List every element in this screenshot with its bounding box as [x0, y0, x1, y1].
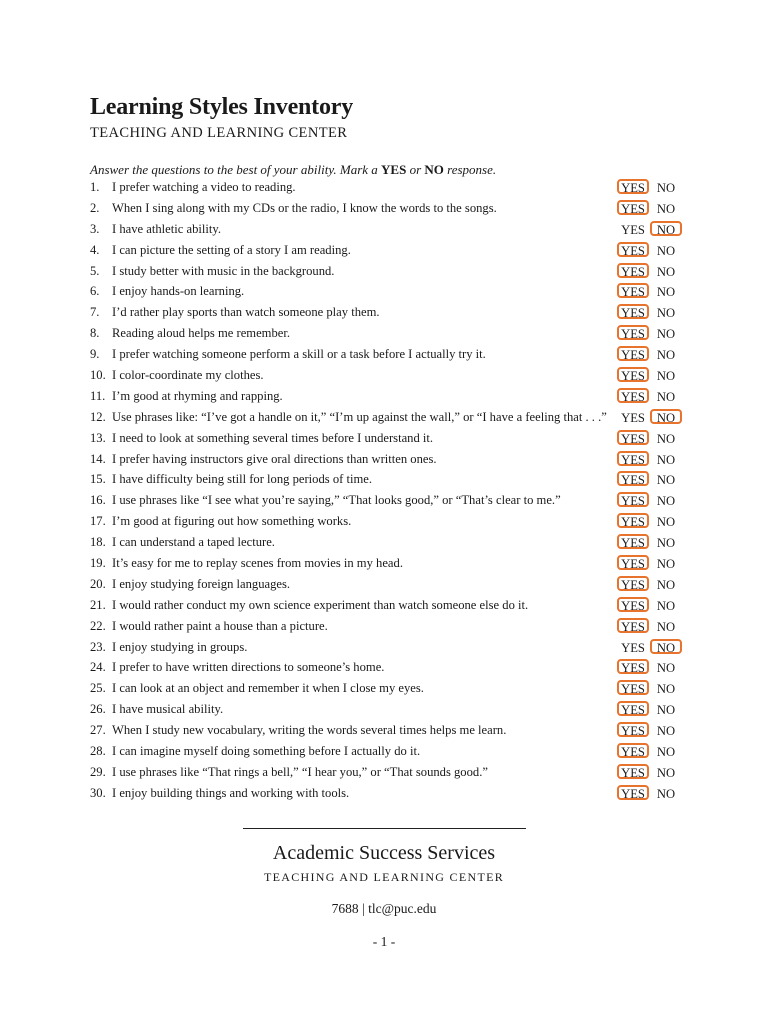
no-option[interactable]: NO — [656, 598, 676, 613]
question-text: I can imagine myself doing something before I actually do it. — [112, 744, 421, 759]
question-number: 23. — [90, 639, 106, 654]
question-number: 8. — [90, 326, 100, 341]
yes-option[interactable]: YES — [617, 597, 649, 612]
question-number: 7. — [90, 305, 100, 320]
question-row — [90, 323, 690, 344]
question-text: I study better with music in the background. — [112, 263, 335, 278]
question-number: 25. — [90, 681, 106, 696]
yes-option[interactable]: YES — [617, 179, 649, 194]
document-subtitle: TEACHING AND LEARNING CENTER — [90, 125, 348, 141]
yes-option[interactable]: YES — [621, 410, 645, 425]
yes-option[interactable]: YES — [617, 743, 649, 758]
yes-option[interactable]: YES — [617, 618, 649, 633]
instructions-part2: or — [406, 162, 425, 177]
no-option[interactable]: NO — [656, 786, 676, 801]
question-row — [90, 198, 690, 219]
question-text: Reading aloud helps me remember. — [112, 326, 291, 341]
question-number: 17. — [90, 514, 106, 529]
no-option[interactable]: NO — [656, 661, 676, 676]
question-number: 18. — [90, 535, 106, 550]
page-number: - 1 - — [372, 934, 396, 949]
question-text: I enjoy studying foreign languages. — [112, 576, 291, 591]
no-option[interactable]: NO — [656, 201, 676, 216]
question-row — [90, 532, 690, 553]
question-text: I’m good at rhyming and rapping. — [112, 388, 283, 403]
yes-option[interactable]: YES — [617, 325, 649, 340]
question-row — [90, 762, 690, 783]
question-row — [90, 469, 690, 490]
question-row — [90, 365, 690, 386]
yes-option[interactable]: YES — [617, 367, 649, 382]
yes-option[interactable]: YES — [617, 576, 649, 591]
question-number: 29. — [90, 764, 106, 779]
no-option[interactable]: NO — [656, 682, 676, 697]
instructions — [90, 162, 496, 178]
yes-option[interactable]: YES — [617, 304, 649, 319]
yes-option[interactable]: YES — [617, 471, 649, 486]
question-row — [90, 386, 690, 407]
question-number: 27. — [90, 723, 106, 738]
question-text: I have musical ability. — [112, 702, 224, 717]
instructions-part3: response. — [443, 162, 497, 177]
no-option[interactable]: NO — [650, 409, 682, 424]
yes-option[interactable]: YES — [617, 263, 649, 278]
question-text: I enjoy building things and working with tools. — [112, 785, 350, 800]
no-option[interactable]: NO — [656, 452, 676, 467]
question-row — [90, 449, 690, 470]
no-option[interactable]: NO — [656, 181, 676, 195]
question-text: I color-coordinate my clothes. — [112, 368, 264, 383]
yes-option[interactable]: YES — [617, 785, 649, 800]
question-number: 12. — [90, 409, 106, 424]
question-text: I can picture the setting of a story I am reading. — [112, 242, 351, 257]
no-option[interactable]: NO — [656, 557, 676, 572]
no-option[interactable]: NO — [656, 431, 676, 446]
question-text: I enjoy hands-on learning. — [112, 284, 245, 299]
question-row — [90, 428, 690, 449]
yes-option[interactable]: YES — [617, 764, 649, 779]
no-option[interactable]: NO — [656, 285, 676, 300]
question-number: 30. — [90, 785, 106, 800]
yes-option[interactable]: YES — [617, 200, 649, 215]
yes-option[interactable]: YES — [617, 555, 649, 570]
no-option[interactable]: NO — [656, 494, 676, 509]
question-number: 13. — [90, 430, 106, 445]
question-number: 5. — [90, 263, 100, 278]
no-option[interactable]: NO — [656, 264, 676, 279]
question-text: I would rather conduct my own science experiment than watch someone else do it. — [112, 597, 529, 612]
question-text: I’d rather play sports than watch someone play them. — [112, 305, 380, 320]
no-option[interactable]: NO — [656, 473, 676, 488]
instructions-part1: Answer the questions to the best of your ability. Mark a — [90, 162, 382, 177]
question-number: 21. — [90, 597, 106, 612]
question-number: 4. — [90, 242, 100, 257]
question-text: It’s easy for me to replay scenes from movies in my head. — [112, 556, 403, 571]
question-row — [90, 219, 690, 240]
question-number: 20. — [90, 576, 106, 591]
question-row — [90, 240, 690, 261]
question-text: Use phrases like: “I’ve got a handle on it,” “I’m up against the wall,” or “I have a feeling that . . .” — [112, 409, 607, 424]
yes-option[interactable]: YES — [617, 701, 649, 716]
question-number: 11. — [90, 388, 106, 403]
question-text: I’m good at figuring out how something works. — [112, 514, 352, 529]
question-number: 6. — [90, 284, 100, 299]
question-number: 19. — [90, 556, 106, 571]
question-row — [90, 490, 690, 511]
no-option[interactable]: NO — [656, 348, 676, 363]
no-option[interactable]: NO — [650, 221, 682, 236]
question-row — [90, 553, 690, 574]
yes-option[interactable]: YES — [617, 388, 649, 403]
no-option[interactable]: NO — [656, 515, 676, 530]
yes-option[interactable]: YES — [617, 492, 649, 507]
yes-option[interactable]: YES — [617, 283, 649, 298]
question-text: I need to look at something several times before I understand it. — [112, 430, 434, 445]
no-option[interactable]: NO — [656, 389, 676, 404]
instructions-no: NO — [424, 162, 444, 177]
footer-organization-name: Academic Success Services — [272, 842, 496, 864]
yes-option[interactable]: YES — [617, 680, 649, 695]
question-text: I can look at an object and remember it when I close my eyes. — [112, 681, 424, 696]
question-list — [90, 177, 690, 804]
no-option[interactable]: NO — [656, 724, 676, 739]
footer-department: TEACHING AND LEARNING CENTER — [263, 870, 505, 884]
question-row — [90, 783, 690, 804]
question-number: 26. — [90, 702, 106, 717]
question-text: I can understand a taped lecture. — [112, 535, 275, 550]
question-text: I prefer watching someone perform a skill or a task before I actually try it. — [112, 347, 486, 362]
yes-option[interactable]: YES — [617, 430, 649, 445]
question-number: 22. — [90, 618, 106, 633]
no-option[interactable]: NO — [656, 536, 676, 551]
question-text: I prefer having instructors give oral directions than written ones. — [112, 451, 437, 466]
question-text: I use phrases like “I see what you’re saying,” “That looks good,” or “That’s clear to me.” — [112, 493, 561, 508]
footer — [0, 838, 768, 951]
no-option[interactable]: NO — [656, 327, 676, 342]
question-row — [90, 637, 690, 658]
question-number: 28. — [90, 744, 106, 759]
question-text: I have athletic ability. — [112, 221, 221, 236]
question-row — [90, 574, 690, 595]
no-option[interactable]: NO — [656, 619, 676, 634]
no-option[interactable]: NO — [656, 306, 676, 321]
question-number: 2. — [90, 200, 100, 215]
question-text: I would rather paint a house than a picture. — [112, 618, 328, 633]
footer-contact: 7688 | tlc@puc.edu — [331, 901, 437, 916]
question-number: 24. — [90, 660, 106, 675]
question-text: When I study new vocabulary, writing the words several times helps me learn. — [112, 723, 507, 738]
question-row — [90, 261, 690, 282]
yes-option[interactable]: YES — [617, 659, 649, 674]
question-row — [90, 657, 690, 678]
question-text: I prefer to have written directions to someone’s home. — [112, 660, 385, 675]
no-option[interactable]: NO — [656, 703, 676, 718]
question-text: I enjoy studying in groups. — [112, 639, 248, 654]
yes-option[interactable]: YES — [617, 451, 649, 466]
yes-option[interactable]: YES — [621, 640, 645, 655]
yes-option[interactable]: YES — [617, 513, 649, 528]
no-option[interactable]: NO — [656, 577, 676, 592]
question-number: 14. — [90, 451, 106, 466]
question-row — [90, 177, 690, 198]
question-row — [90, 720, 690, 741]
question-number: 10. — [90, 368, 106, 383]
question-number: 16. — [90, 493, 106, 508]
yes-option[interactable]: YES — [621, 222, 645, 237]
question-row — [90, 616, 690, 637]
yes-option[interactable]: YES — [617, 722, 649, 737]
no-option[interactable]: NO — [650, 639, 682, 654]
no-option[interactable]: NO — [656, 369, 676, 384]
question-row — [90, 407, 690, 428]
yes-option[interactable]: YES — [617, 346, 649, 361]
question-number: 9. — [90, 347, 100, 362]
question-row — [90, 741, 690, 762]
yes-option[interactable]: YES — [617, 242, 649, 257]
question-row — [90, 344, 690, 365]
question-text: I prefer watching a video to reading. — [112, 180, 296, 194]
question-number: 3. — [90, 221, 100, 236]
question-number: 1. — [90, 180, 100, 194]
instructions-yes: YES — [381, 162, 407, 177]
question-number: 15. — [90, 472, 106, 487]
question-text: I have difficulty being still for long periods of time. — [112, 472, 372, 487]
document-title: Learning Styles Inventory — [90, 94, 354, 120]
question-row — [90, 595, 690, 616]
no-option[interactable]: NO — [656, 745, 676, 760]
question-row — [90, 302, 690, 323]
question-row — [90, 511, 690, 532]
footer-divider — [243, 828, 526, 829]
question-text: I use phrases like “That rings a bell,” “I hear you,” or “That sounds good.” — [112, 764, 488, 779]
question-row — [90, 699, 690, 720]
yes-option[interactable]: YES — [617, 534, 649, 549]
no-option[interactable]: NO — [656, 765, 676, 780]
question-row — [90, 678, 690, 699]
question-row — [90, 281, 690, 302]
no-option[interactable]: NO — [656, 243, 676, 258]
question-text: When I sing along with my CDs or the radio, I know the words to the songs. — [112, 200, 497, 215]
